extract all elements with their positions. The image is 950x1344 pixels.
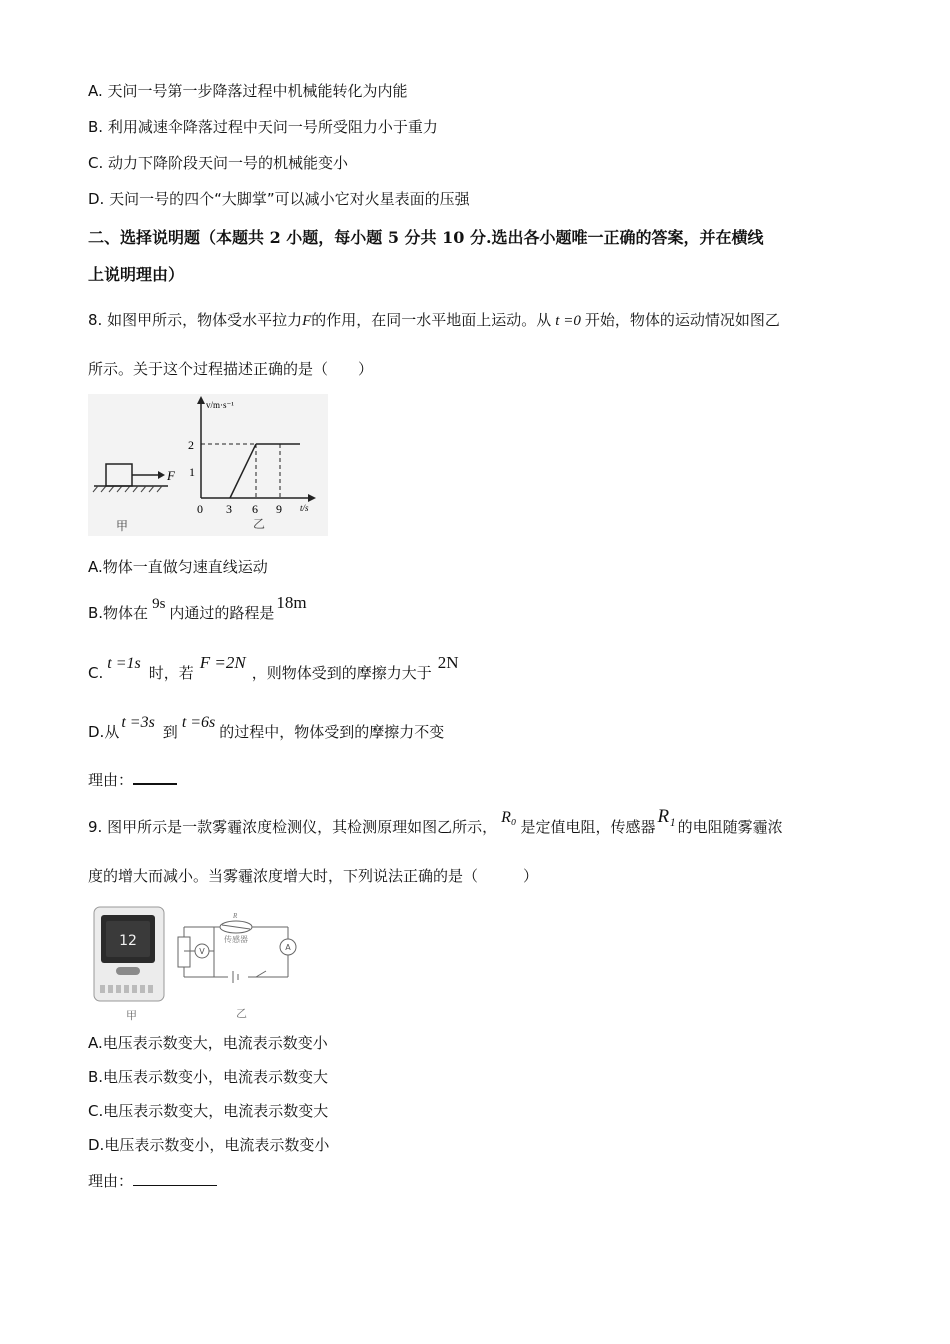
q9-fig-voltmeter-label: V bbox=[199, 947, 205, 956]
q9-fig-display-value: 12 bbox=[119, 933, 137, 949]
q9-fig-yi-label: 乙 bbox=[236, 1007, 247, 1020]
q9-fig-sensor-label: 传感器 bbox=[224, 935, 248, 944]
q8-option-c-text-b: 时，若 bbox=[148, 664, 194, 682]
q8-stem-text-b: 的作用，在同一水平地面上运动。从 bbox=[311, 311, 552, 329]
q9-option-c: C.电压表示数变大，电流表示数变大 bbox=[88, 1102, 329, 1120]
q8-stem-line2: 所示。关于这个过程描述正确的是（ ） bbox=[88, 360, 374, 378]
q8-fig-tick-y2: 2 bbox=[188, 438, 194, 452]
q9-option-a: A.电压表示数变大，电流表示数变小 bbox=[88, 1034, 328, 1052]
q8-option-b-text-b: 内通过的路程是 bbox=[169, 604, 275, 622]
q9-option-b: B.电压表示数变小，电流表示数变大 bbox=[88, 1068, 329, 1086]
q8-option-b-distance: 18m bbox=[276, 593, 307, 612]
q8-fig-F-label: F bbox=[167, 468, 175, 483]
q8-option-a: A.物体一直做匀速直线运动 bbox=[88, 558, 268, 576]
q9-stem-text-c: 的电阻随雾霾浓 bbox=[677, 818, 783, 836]
q9-fig-jia-label: 甲 bbox=[126, 1009, 137, 1022]
q8-fig-tick-x6: 6 bbox=[252, 502, 258, 516]
q9-reason-blank[interactable] bbox=[133, 1185, 217, 1186]
q8-fig-y-axis-label: v/m·s⁻¹ bbox=[206, 400, 234, 410]
q9-fig-resistor-label: R bbox=[233, 912, 238, 920]
q9-reason-label: 理由： bbox=[88, 1172, 134, 1190]
q9-stem-line1 bbox=[88, 806, 783, 838]
q8-fig-tick-x0: 0 bbox=[197, 502, 203, 516]
q8-stem-text-c: 开始，物体的运动情况如图乙 bbox=[584, 311, 780, 329]
q8-fig-tick-y1: 1 bbox=[189, 465, 195, 479]
q9-fig-ammeter-label: A bbox=[285, 943, 291, 952]
section2-heading-line2: 上说明理由） bbox=[88, 265, 185, 284]
q8-stem-text-a: 8. 如图甲所示，物体受水平拉力 bbox=[88, 311, 303, 329]
section2-heading-line1: 二、选择说明题（本题共 2 小题，每小题 5 分共 10 分.选出各小题唯一正确的答案，并在横线 bbox=[88, 228, 764, 247]
q8-option-d bbox=[88, 714, 445, 742]
q8-reason-label: 理由： bbox=[88, 771, 134, 789]
q9-stem-R1: R₁ bbox=[657, 806, 676, 827]
q7-option-c: C. 动力下降阶段天问一号的机械能变小 bbox=[88, 154, 349, 172]
q7-option-d: D. 天问一号的四个“大脚掌”可以减小它对火星表面的压强 bbox=[88, 190, 470, 208]
q8-fig-tick-x3: 3 bbox=[226, 502, 232, 516]
q8-stem-F: F bbox=[302, 313, 312, 329]
q8-fig-tick-x9: 9 bbox=[276, 502, 282, 516]
q8-fig-x-axis-label: t/s bbox=[300, 503, 309, 513]
q8-fig-jia-label: 甲 bbox=[116, 519, 129, 533]
q9-reason-line bbox=[88, 1170, 217, 1191]
q8-stem-line1 bbox=[88, 309, 780, 330]
q8-option-c-text-a: C. bbox=[88, 664, 104, 682]
q9-option-d: D.电压表示数变小，电流表示数变小 bbox=[88, 1136, 330, 1154]
q9-stem-line2: 度的增大而减小。当雾霾浓度增大时，下列说法正确的是（ ） bbox=[88, 867, 539, 885]
q8-option-c bbox=[88, 653, 459, 683]
q8-option-b-text-a: B.物体在 bbox=[88, 604, 149, 622]
q8-option-d-text-c: 的过程中，物体受到的摩擦力不变 bbox=[219, 723, 445, 741]
q9-stem-R0: R₀ bbox=[501, 809, 517, 826]
q8-option-b bbox=[88, 593, 307, 623]
q8-option-c-force: F =2N bbox=[199, 653, 246, 672]
q8-option-d-t6: t =6s bbox=[181, 714, 216, 731]
q8-figure bbox=[88, 394, 328, 536]
q9-figure bbox=[88, 905, 310, 1023]
q8-reason-blank[interactable] bbox=[133, 783, 177, 785]
q8-option-b-time: 9s bbox=[152, 596, 166, 612]
q8-option-c-friction: 2N bbox=[437, 653, 459, 672]
q7-option-b: B. 利用减速伞降落过程中天问一号所受阻力小于重力 bbox=[88, 118, 438, 136]
q8-fig-yi-label: 乙 bbox=[253, 517, 266, 531]
q9-stem-text-a: 9. 图甲所示是一款雾霾浓度检测仪，其检测原理如图乙所示， bbox=[88, 818, 498, 836]
q9-stem-text-b: 是定值电阻，传感器 bbox=[520, 818, 656, 836]
q8-option-d-text-b: 到 bbox=[162, 723, 178, 741]
q8-option-c-time: t =1s bbox=[107, 655, 141, 672]
q8-reason-line bbox=[88, 769, 177, 790]
q8-option-d-t3: t =3s bbox=[121, 714, 155, 731]
q8-option-d-text-a: D.从 bbox=[88, 723, 120, 741]
q8-stem-t0: t =0 bbox=[555, 313, 581, 329]
q8-option-c-text-c: ，则物体受到的摩擦力大于 bbox=[251, 664, 432, 682]
q7-option-a: A. 天问一号第一步降落过程中机械能转化为内能 bbox=[88, 82, 408, 100]
